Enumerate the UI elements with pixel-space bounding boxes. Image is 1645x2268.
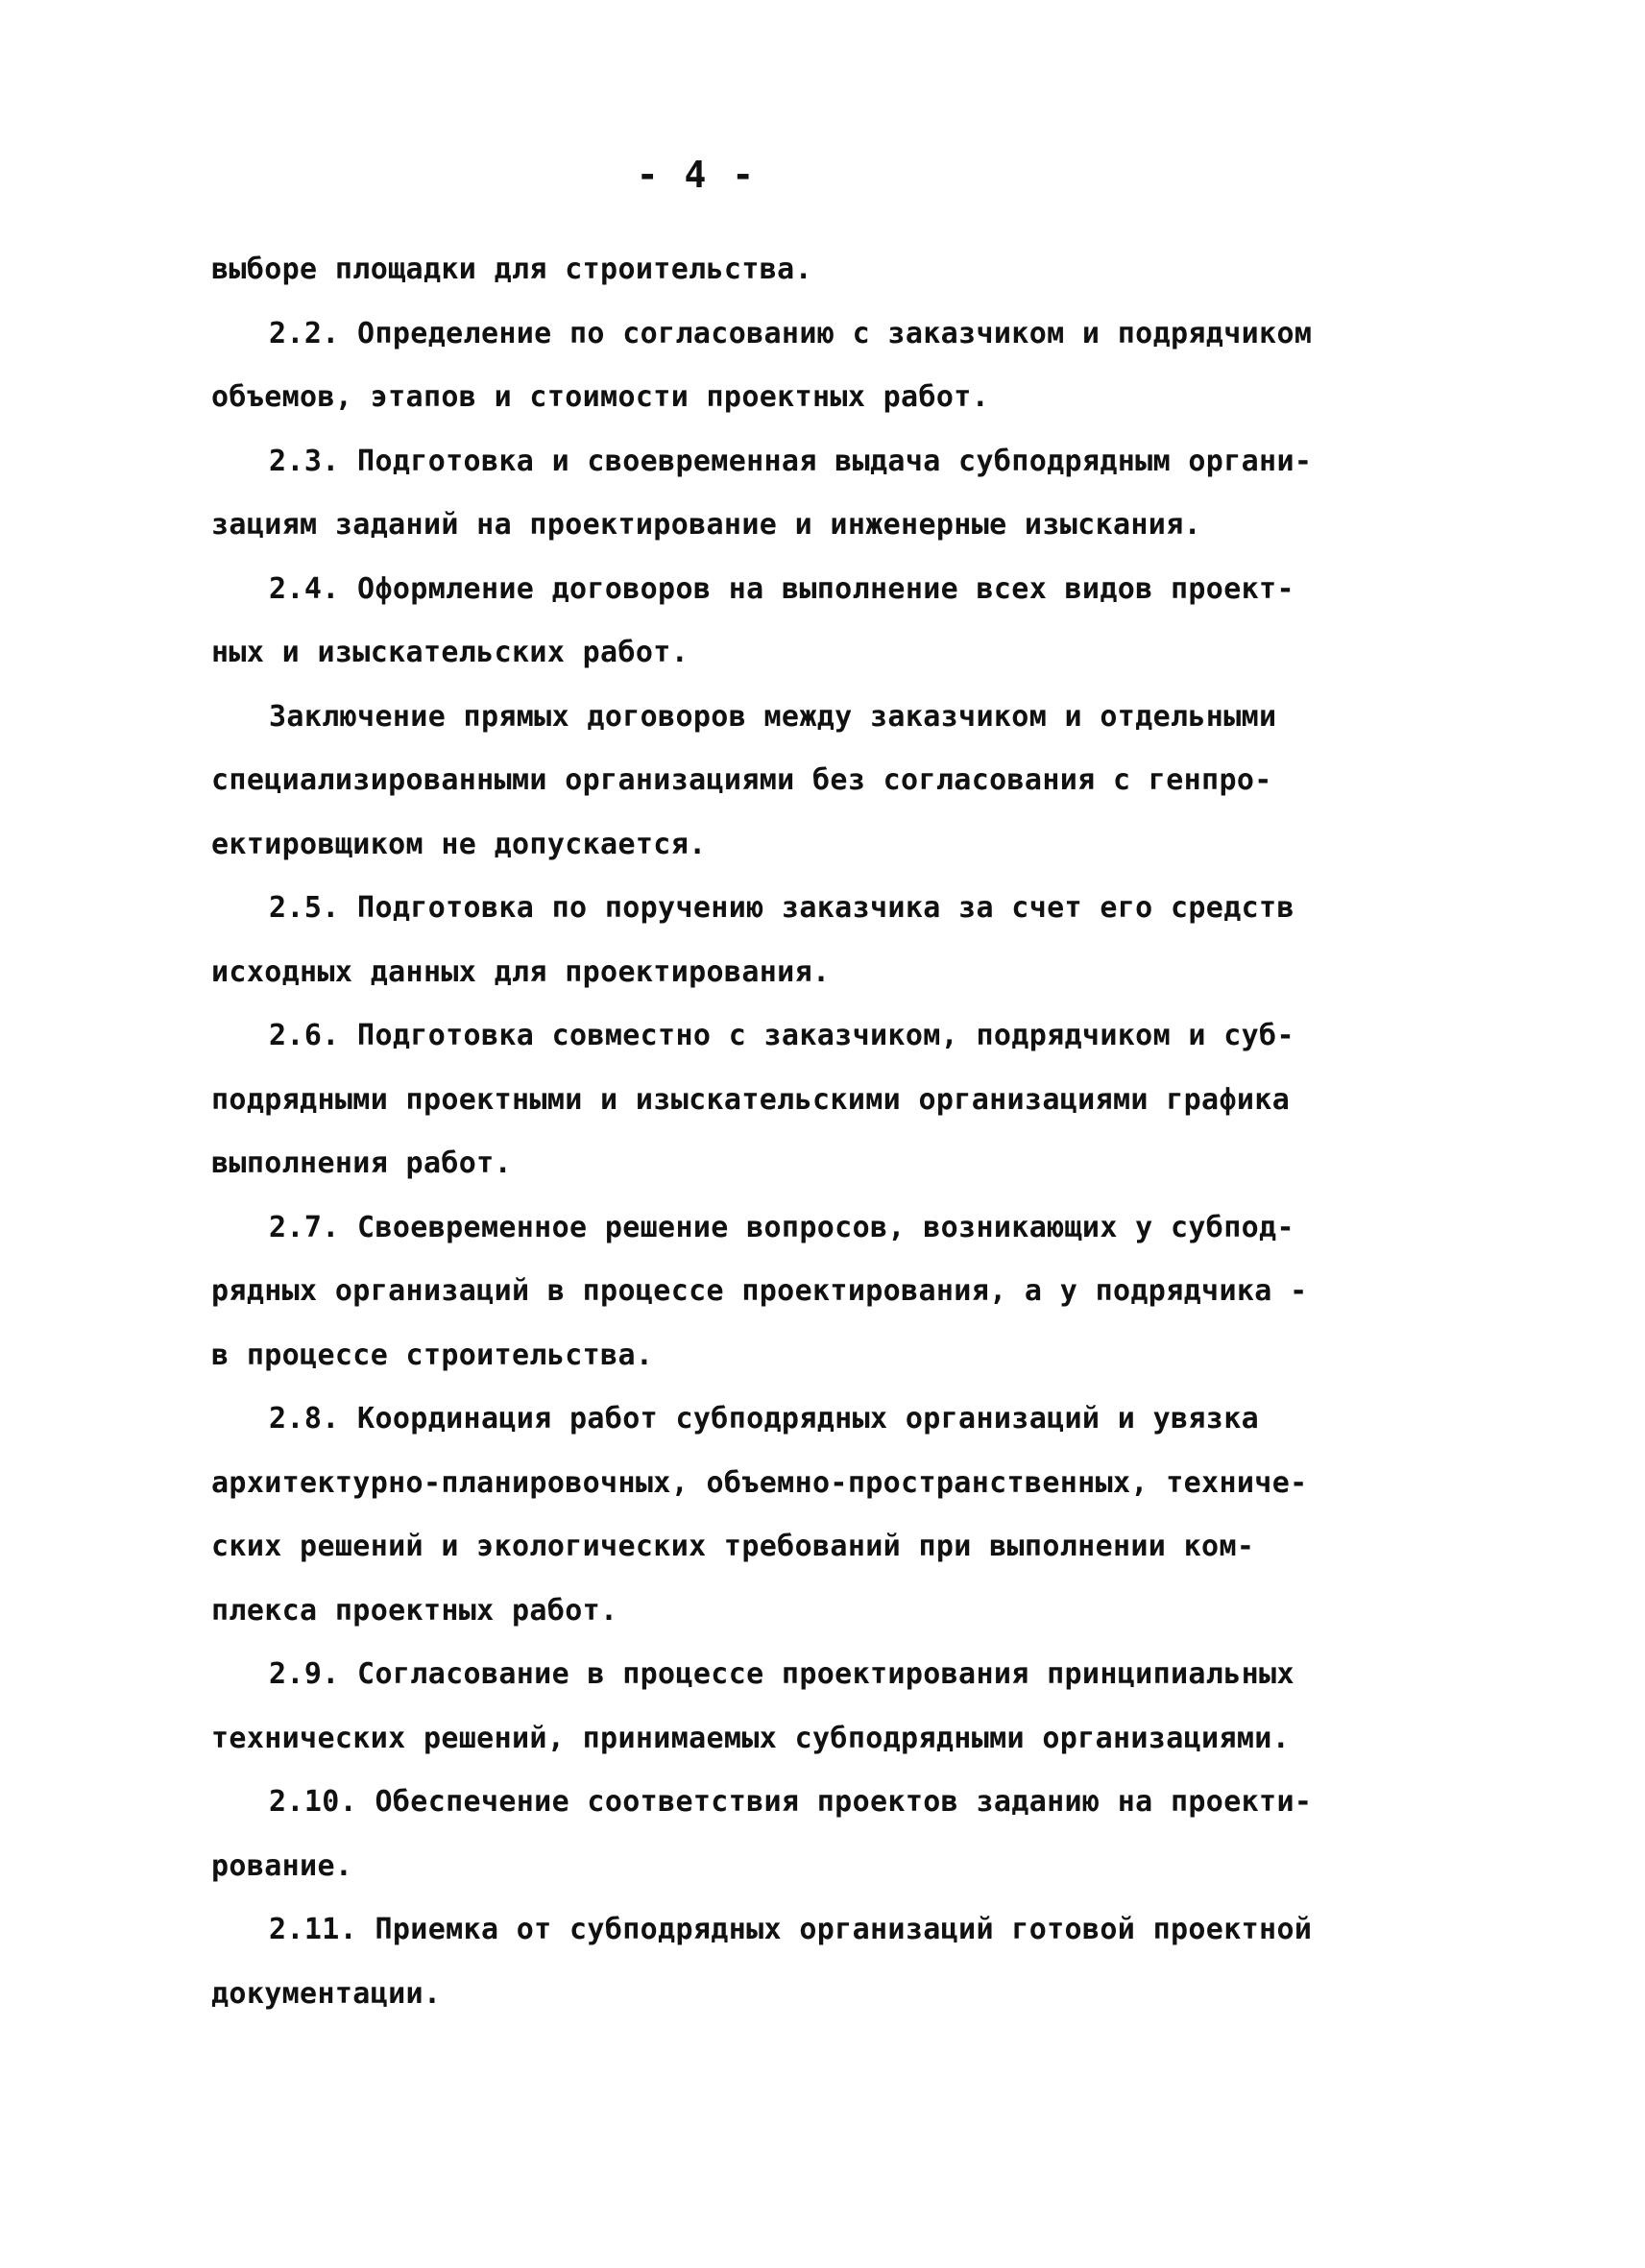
text-line: технических решений, принимаемых субподрядными организациями. [211, 1721, 1291, 1755]
text-line: 2.11. Приемка от субподрядных организаций готовой проектной [269, 1913, 1313, 1946]
text-line: рование. [211, 1848, 353, 1883]
text-line: ских решений и экологических требований при выполнении ком- [211, 1530, 1255, 1563]
body-text [211, 238, 1479, 2026]
text-line: архитектурно-планировочных, объемно-пространственных, техниче- [211, 1465, 1308, 1500]
text-line: ных и изыскательских работ. [211, 636, 689, 669]
text-line: специализированными организациями без согласования с генпро- [211, 763, 1272, 797]
text-line: 2.4. Оформление договоров на выполнение всех видов проект- [269, 571, 1294, 606]
text-line: документации. [211, 1976, 442, 2011]
text-line: подрядными проектными и изыскательскими организациями графика [211, 1082, 1291, 1117]
text-line: исходных данных для проектирования. [211, 954, 831, 989]
text-line: Заключение прямых договоров между заказчиком и отдельными [269, 699, 1277, 734]
text-line: ектировщиком не допускается. [211, 827, 707, 861]
text-line: зациям заданий на проектирование и инженерные изыскания. [211, 508, 1202, 542]
text-line: 2.2. Определение по согласованию с заказчиком и подрядчиком [269, 316, 1313, 350]
text-line: 2.6. Подготовка совместно с заказчиком, подрядчиком и суб- [269, 1019, 1294, 1052]
text-line: объемов, этапов и стоимости проектных работ. [211, 380, 990, 414]
text-line: 2.3. Подготовка и своевременная выдача субподрядным органи- [269, 444, 1313, 478]
page-number: - 4 - [636, 154, 757, 196]
text-line: 2.10. Обеспечение соответствия проектов заданию на проекти- [269, 1785, 1313, 1819]
text-line: 2.9. Согласование в процессе проектирования принципиальных [269, 1657, 1294, 1691]
text-line: выборе площадки для строительства. [211, 253, 812, 286]
text-line: рядных организаций в процессе проектирования, а у подрядчика - [211, 1274, 1308, 1308]
text-line: плекса проектных работ. [211, 1593, 618, 1628]
text-line: 2.7. Своевременное решение вопросов, возникающих у субпод- [269, 1210, 1294, 1244]
text-line: 2.5. Подготовка по поручению заказчика за счет его средств [269, 891, 1294, 925]
text-line: в процессе строительства. [211, 1338, 654, 1372]
text-line: 2.8. Координация работ субподрядных организаций и увязка [269, 1402, 1260, 1436]
text-line: выполнения работ. [211, 1146, 512, 1180]
